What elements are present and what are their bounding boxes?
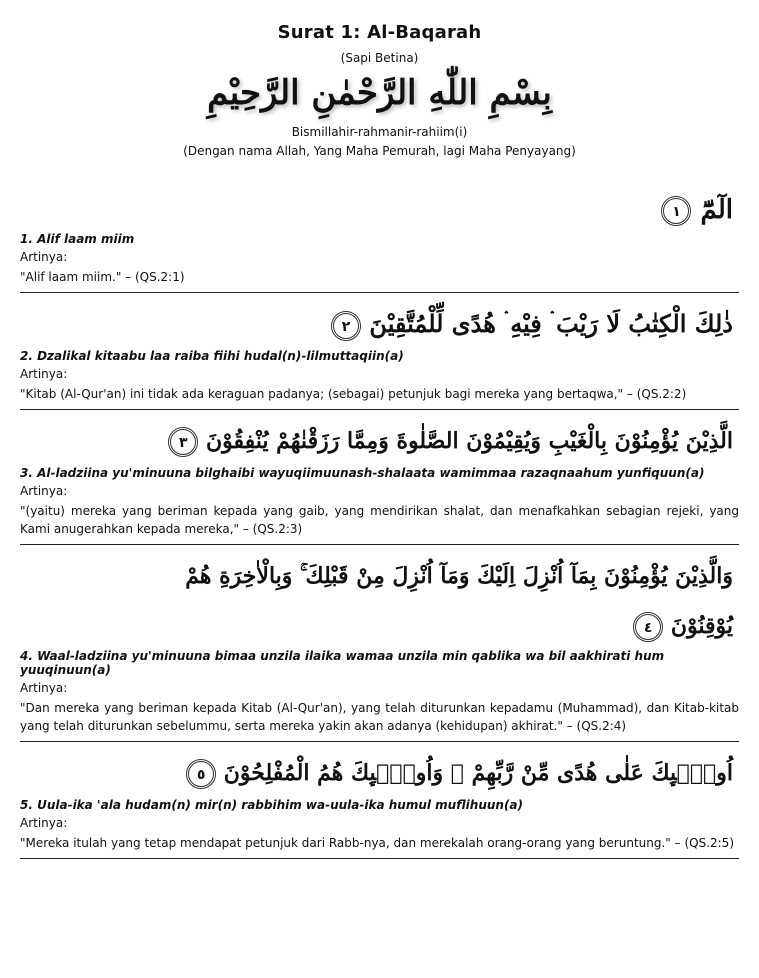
verse-1-arabic: [20, 188, 739, 232]
verse-4: [20, 551, 739, 742]
verse-4-arabic-text: وَالَّذِيْنَ يُؤْمِنُوْنَ بِمَآ اُنْزِلَ اِلَيْكَ وَمَآ اُنْزِلَ مِنْ قَبْلِكَ ۚ وَبِالْاٰخِرَةِ هُمْ: [185, 563, 733, 589]
ayah-number-marker: ٢: [331, 311, 361, 341]
surah-title: Surat 1: Al-Baqarah: [277, 22, 482, 43]
divider: [20, 741, 739, 742]
bismillah-translation: (Dengan nama Allah, Yang Maha Pemurah, lagi Maha Penyayang): [183, 144, 576, 158]
verse-2-transliteration: 2. Dzalikal kitaabu laa raiba fiihi hudal(n)-lilmuttaqiin(a): [20, 349, 404, 363]
verse-1-arabic-text: الٓمّٓ: [700, 195, 733, 225]
verse-4-arabic: [20, 551, 739, 601]
verse-3-arabic: [20, 416, 739, 466]
divider: [20, 409, 739, 410]
verse-3-translation: "(yaitu) mereka yang beriman kepada yang gaib, yang mendirikan shalat, dan menafkahkan sebagian rejeki, yang Kami anugerahkan kepada mereka," – (QS.2:3): [20, 504, 739, 536]
verse-4-translation: "Dan mereka yang beriman kepada Kitab (Al-Qur'an), yang telah diturunkan kepadamu (Muhammad), dan Kitab-kitab yang telah diturunkan sebelummu, serta mereka yakin akan adanya (kehidupan) akhirat." – (QS.2:4): [20, 701, 739, 733]
verse-5-arabic: [20, 748, 739, 798]
verse-2: [20, 299, 739, 410]
divider: [20, 544, 739, 545]
ayah-number-marker: ١: [661, 196, 691, 226]
verse-3: [20, 416, 739, 545]
verse-2-translation: "Kitab (Al-Qur'an) ini tidak ada keraguan padanya; (sebagai) petunjuk bagi mereka yang bertaqwa," – (QS.2:2): [20, 387, 687, 401]
verse-2-label: Artinya:: [20, 367, 68, 381]
verse-1: [20, 188, 739, 293]
bismillah-transliteration: Bismillahir-rahmanir-rahiim(i): [291, 125, 468, 139]
verse-3-transliteration: 3. Al-ladziina yu'minuuna bilghaibi wayuqiimuunash-shalaata wamimmaa razaqnaahum yunfiquun(a): [20, 466, 705, 480]
verse-5-transliteration: 5. Uula-ika 'ala hudam(n) mir(n) rabbihim wa-uula-ika humul muflihuun(a): [20, 798, 524, 812]
verse-4-arabic-text-cont: يُوْقِنُوْنَ: [670, 613, 733, 639]
ayah-number-marker: ٥: [186, 759, 216, 789]
verse-5-translation: "Mereka itulah yang tetap mendapat petunjuk dari Rabb-nya, dan merekalah orang-orang yang beruntung." – (QS.2:5): [20, 836, 734, 850]
verse-3-arabic-text: الَّذِيْنَ يُؤْمِنُوْنَ بِالْغَيْبِ وَيُقِيْمُوْنَ الصَّلٰوةَ وَمِمَّا رَزَقْنٰهُمْ يُنْفِقُوْنَ: [205, 428, 733, 454]
verse-5: [20, 748, 739, 859]
ayah-number-marker: ٣: [168, 427, 198, 457]
divider: [20, 292, 739, 293]
verse-2-arabic: [20, 299, 739, 349]
verse-4-transliteration: 4. Waal-ladziina yu'minuuna bimaa unzila ilaika wamaa unzila min qablika wa bil aakhirati hum yuuqinuun(a): [20, 649, 665, 677]
verse-4-label: Artinya:: [20, 681, 68, 695]
bismillah-calligraphy: بِسْمِ اللّٰهِ الرَّحْمٰنِ الرَّحِيْمِ: [207, 73, 552, 113]
ayah-number-marker: ٤: [633, 612, 663, 642]
verse-1-translation: "Alif laam miim." – (QS.2:1): [20, 270, 185, 284]
verse-1-label: Artinya:: [20, 250, 68, 264]
verse-4-arabic-continued: [20, 603, 739, 649]
divider: [20, 858, 739, 859]
verse-1-transliteration: 1. Alif laam miim: [20, 232, 135, 246]
surah-subtitle: (Sapi Betina): [340, 51, 419, 65]
verse-5-label: Artinya:: [20, 816, 68, 830]
verse-3-label: Artinya:: [20, 484, 68, 498]
verse-5-arabic-text: اُولٰۤىِٕكَ عَلٰى هُدًى مِّنْ رَّبِّهِمْ ۙ وَاُولٰۤىِٕكَ هُمُ الْمُفْلِحُوْنَ: [223, 760, 733, 786]
verse-2-arabic-text: ذٰلِكَ الْكِتٰبُ لَا رَيْبَ ۛ فِيْهِ ۛ هُدًى لِّلْمُتَّقِيْنَ: [369, 309, 733, 338]
